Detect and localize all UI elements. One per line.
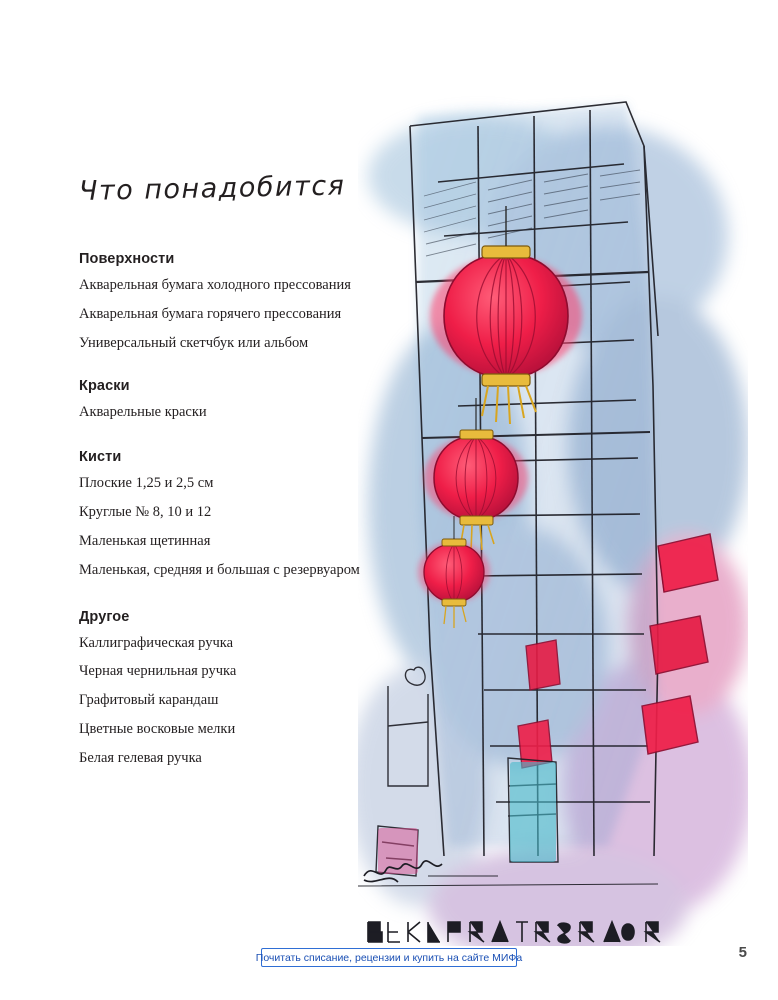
footer-promo-link-text: Почитать списание, рецензии и купить на сайте МИФа [255,951,523,964]
list-item: Каллиграфическая ручка [79,634,234,651]
list-item: Круглые № 8, 10 и 12 [79,503,212,520]
section-heading: Краски [79,377,130,394]
section-surfaces [79,251,379,352]
list-item: Маленькая, средняя и большая с резервуаром [79,561,360,578]
list-item: Акварельная бумага горячего прессования [79,305,342,322]
section-heading: Другое [79,608,130,625]
requirements-list [78,170,379,785]
section-other [79,609,379,768]
list-item: Черная чернильная ручка [79,663,237,680]
page-number: 5 [738,944,747,961]
list-item: Белая гелевая ручка [79,750,202,767]
footer-promo-link[interactable] [255,948,523,967]
section-brushes [79,449,379,579]
list-item: Плоские 1,25 и 2,5 см [79,474,214,491]
section-heading: Поверхности [79,251,175,267]
list-item: Акварельная бумага холодного прессования [79,277,351,293]
section-paints [79,378,379,421]
list-item: Цветные восковые мелки [79,721,236,738]
list-item: Маленькая щетинная [79,532,211,549]
list-item: Универсальный скетчбук или альбом [79,334,309,351]
teal-wash [510,762,556,862]
section-heading: Кисти [79,448,122,465]
page-title: Что понадобится [78,170,346,207]
illustration-lantern-street [358,86,748,946]
list-item: Графитовый карандаш [79,692,219,709]
list-item: Акварельные краски [79,403,207,420]
